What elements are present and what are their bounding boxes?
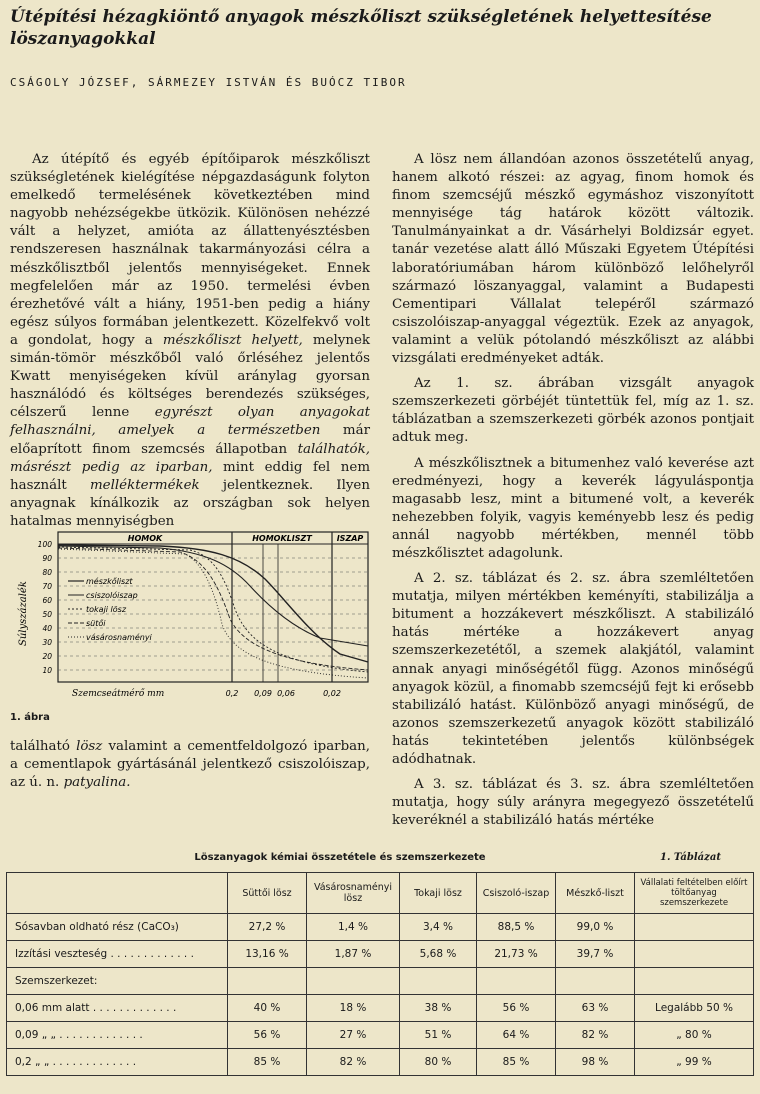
column-header: Vásárosnaményi lösz <box>307 873 400 914</box>
curve-meszkoliszt <box>58 545 368 662</box>
table-cell: 88,5 % <box>477 914 556 941</box>
zone-label-homokliszt: HOMOKLISZT <box>252 534 312 543</box>
legend-item: tokaji lösz <box>86 605 127 614</box>
paragraph: található lösz valamint a cementfeldolgozó iparban, a cementlapok gyártásánál jelentkező csiszolóiszap, az ú. n. patyalina. <box>10 739 371 791</box>
zone-label-homok: HOMOK <box>127 534 163 543</box>
table-cell: 40 % <box>228 995 307 1022</box>
authors: CSÁGOLY JÓZSEF, SÁRMEZEY ISTVÁN ÉS BUÓCZ TIBOR <box>10 76 407 89</box>
table-cell: 51 % <box>400 1022 477 1049</box>
grain-size-figure <box>10 524 376 724</box>
row-label: 0,2 „ „ . . . . . . . . . . . . . <box>7 1049 228 1076</box>
table-cell: 82 % <box>307 1049 400 1076</box>
table-title: Löszanyagok kémiai összetétele és szemszerkezete <box>194 852 486 863</box>
table-cell: 99,0 % <box>556 914 635 941</box>
x-tick: 0,09 <box>254 689 272 698</box>
paragraph: A lösz nem állandóan azonos összetételű anyag, hanem alkotó részei: az agyag, finom homok és finom szemcséjű mészkő egymáshoz viszonyított mennyisége tág határok között változik. Tanulmányainkat a dr. Vásárhelyi Boldizsár egyet. tanár vezetése alatt álló Műszaki Egyetem Útépítési laboratóriumában három különböző lelőhelyről származó löszanyaggal, valamint a Budapesti Cementipari Vállalat telepéről származó csiszolóiszap-anyaggal végeztük. Ezek az anyagok, valamint a velük pótolandó mészkőliszt az alábbi vizsgálati eredményeket adták. <box>392 152 754 367</box>
column-header: Mészkő-liszt <box>556 873 635 914</box>
table-cell: 80 % <box>400 1049 477 1076</box>
table-cell: 56 % <box>477 995 556 1022</box>
column-header: Vállalati feltételben előírt töltőanyag szemszerkezete <box>635 873 754 914</box>
paragraph: Az útépítő és egyéb építőiparok mészkőliszt szükségletének kielégítése népgazdaságunk folyton emelkedő termelésének következtében mind nagyobb nehézségekbe ütközik. Különösen nehézzé vált a helyzet, amióta az állattenyésztésben rendszeresen használnak takarmányozási célra a mészkőlisztből jelentős mennyiségeket. Ennek megfelelően már az 1950. termelési évben érezhetővé vált a hiány, 1951-ben pedig a hiány egész súlyos formában jelentkezett. Közelfekvő volt a gondolat, hogy a mészkőliszt helyett, melynek simán-tömör mészkőből való őrléséhez jelentős Kwatt menyiségeken kívül aránylag gyorsan használódó és költséges berendezés szükséges, célszerű lenne egyrészt olyan anyagokat felhasználni, amelyek a természetben már előaprított finom szemcsés állapotban találhatók, másrészt pedig az iparban, mint eddig fel nem használt melléktermékek jelentkeznek. Ilyen anyagnak kínálkozik az országban sok helyen hatalmas mennyiségben <box>10 152 371 529</box>
composition-table <box>6 872 754 1076</box>
table-cell: 56 % <box>228 1022 307 1049</box>
table-cell: 21,73 % <box>477 941 556 968</box>
table-cell: 39,7 % <box>556 941 635 968</box>
x-tick: 0,02 <box>323 689 341 698</box>
article-title: Útépítési hézagkiöntő anyagok mészkőliszt szükségletének helyettesítése löszanyagokkal <box>10 7 712 49</box>
row-label: 0,09 „ „ . . . . . . . . . . . . . <box>7 1022 228 1049</box>
table-header-row <box>7 873 754 914</box>
column-header: Csiszoló-iszap <box>477 873 556 914</box>
y-tick: 100 <box>37 540 52 549</box>
table-cell: 85 % <box>228 1049 307 1076</box>
legend-item: sütői <box>86 619 106 628</box>
table-cell: 85 % <box>477 1049 556 1076</box>
x-tick: 0,06 <box>277 689 295 698</box>
table-row <box>7 995 754 1022</box>
table-row <box>7 1022 754 1049</box>
y-tick: 50 <box>42 610 52 619</box>
paragraph: Az 1. sz. ábrában vizsgált anyagok szemszerkezeti görbéjét tüntettük fel, míg az 1. sz. táblázatban a szemszerkezeti görbék azonos pontjait adtuk meg. <box>392 376 754 446</box>
row-label: Sósavban oldható rész (CaCO₃) <box>7 914 228 941</box>
table-cell: 1,4 % <box>307 914 400 941</box>
column-header: Süttői lösz <box>228 873 307 914</box>
table-cell: 98 % <box>556 1049 635 1076</box>
x-axis-label: Szemcseátmérő mm <box>72 689 165 699</box>
table-cell: 38 % <box>400 995 477 1022</box>
y-tick: 90 <box>42 554 52 563</box>
legend-item: vásárosnaményi <box>86 633 152 642</box>
y-tick: 40 <box>42 624 52 633</box>
column-left <box>10 151 370 531</box>
y-tick: 20 <box>42 652 52 661</box>
y-tick: 10 <box>42 666 52 675</box>
table-cell: 3,4 % <box>400 914 477 941</box>
y-tick: 30 <box>42 638 52 647</box>
y-tick: 70 <box>42 582 52 591</box>
table-cell <box>477 968 556 995</box>
paragraph: A 2. sz. táblázat és 2. sz. ábra szemléltetően mutatja, milyen mértékben keményíti, stabilizálja a bitument a hozzákevert mészkőliszt. A stabilizáló hatás mértéke a hozzákevert anyag szemszerkezetétől, a szemek alakjától, valamint annak anyagi minőségétől függ. Azonos minőségű anyagok közül, a finomabb szemcséjű fejt ki erősebb stabilizáló hatást. Különböző anyagi minőségű, de azonos szemszerkezetű anyagok között stabilizáló hatás tekintetében jelentős különbségek adódhatnak. <box>392 571 754 767</box>
paragraph: A 3. sz. táblázat és 3. sz. ábra szemléltetően mutatja, hogy súly arányra megegyező összetételű keveréknél a stabilizáló hatás mértéke <box>392 777 754 829</box>
table-cell: 64 % <box>477 1022 556 1049</box>
row-label: Szemszerkezet: <box>7 968 228 995</box>
legend-item: csiszolóiszap <box>86 591 138 600</box>
table-cell <box>228 968 307 995</box>
table-cell <box>635 968 754 995</box>
legend-item: mészkőliszt <box>86 577 133 586</box>
column-right <box>392 151 754 830</box>
table-cell: „ 80 % <box>635 1022 754 1049</box>
table-row <box>7 1049 754 1076</box>
y-axis-label: Súlyszázalék <box>18 581 29 646</box>
table-cell: 1,87 % <box>307 941 400 968</box>
header-empty <box>7 873 228 914</box>
figure-caption: 1. ábra <box>10 712 50 723</box>
zone-label-iszap: ISZAP <box>336 534 364 543</box>
table-cell: 27,2 % <box>228 914 307 941</box>
table-cell: 63 % <box>556 995 635 1022</box>
column-left-continued <box>10 738 370 792</box>
table-number: 1. Táblázat <box>660 852 721 863</box>
row-label: Izzítási veszteség . . . . . . . . . . . . . <box>7 941 228 968</box>
y-tick: 80 <box>42 568 52 577</box>
y-tick: 60 <box>42 596 52 605</box>
table-cell <box>400 968 477 995</box>
table-cell: „ 99 % <box>635 1049 754 1076</box>
paragraph: A mészkőlisztnek a bitumenhez való keverése azt eredményezi, hogy a keverék lágyuláspontja magasabb lesz, mint a bitumené volt, a keverék nehezebben folyik, vagyis keményebb lesz és pedig annál nagyobb mértékben, mennél több mészkőlisztet adagolunk. <box>392 455 754 561</box>
table-cell <box>307 968 400 995</box>
table-cell: Legalább 50 % <box>635 995 754 1022</box>
table-row <box>7 941 754 968</box>
table-cell: 27 % <box>307 1022 400 1049</box>
table-cell: 5,68 % <box>400 941 477 968</box>
x-tick: 0,2 <box>225 689 239 698</box>
row-label: 0,06 mm alatt . . . . . . . . . . . . . <box>7 995 228 1022</box>
table-cell <box>556 968 635 995</box>
table-cell <box>635 941 754 968</box>
table-cell: 13,16 % <box>228 941 307 968</box>
table-cell <box>635 914 754 941</box>
table-cell: 18 % <box>307 995 400 1022</box>
table-cell: 82 % <box>556 1022 635 1049</box>
table-row <box>7 914 754 941</box>
table-row <box>7 968 754 995</box>
column-header: Tokaji lösz <box>400 873 477 914</box>
